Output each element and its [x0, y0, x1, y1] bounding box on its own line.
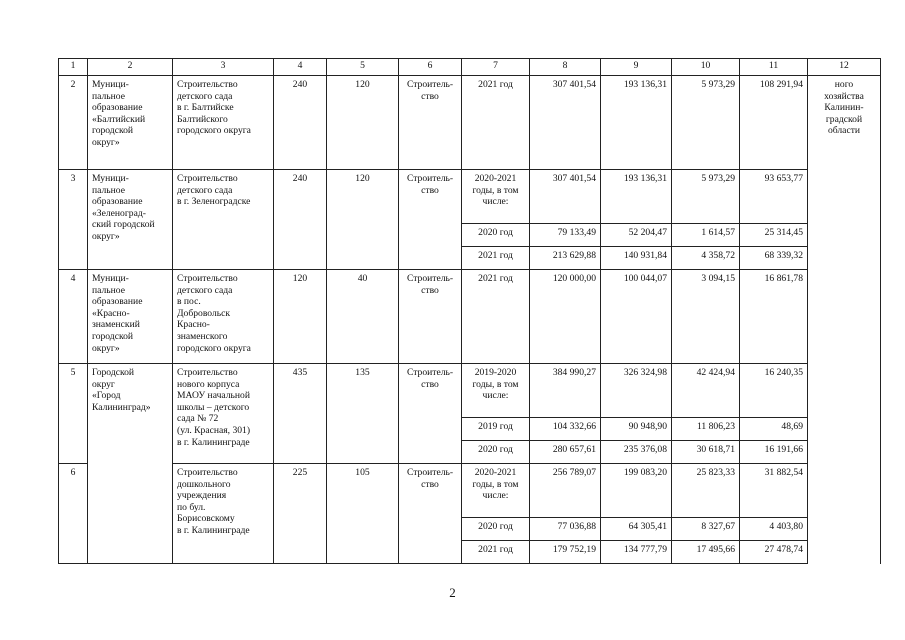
amount-total-cell: 79 133,49: [530, 224, 601, 247]
work-type-cell: Строитель- ство: [399, 270, 462, 364]
row-number: 3: [59, 170, 88, 270]
col12-cell: ного хозяйства Калинин- градской области: [808, 76, 881, 564]
object-cell: Строительство детского сада в г. Зеленоградске: [173, 170, 274, 270]
amount-local-cell: 25 314,45: [740, 224, 808, 247]
col5-cell: 135: [327, 364, 399, 464]
amount-regional-cell: 1 614,57: [672, 224, 740, 247]
period-cell: 2020 год: [462, 224, 530, 247]
header-cell: 6: [399, 59, 462, 76]
amount-regional-cell: 30 618,71: [672, 441, 740, 464]
amount-regional-cell: 5 973,29: [672, 170, 740, 224]
municipality-cell: Муници- пальное образование «Зеленоград- ский городской округ»: [88, 170, 173, 270]
header-cell: 9: [601, 59, 672, 76]
period-cell: 2021 год: [462, 247, 530, 270]
header-cell: 12: [808, 59, 881, 76]
municipality-cell: Муници- пальное образование «Балтийский городской округ»: [88, 76, 173, 170]
period-cell: 2019-2020 годы, в том числе:: [462, 364, 530, 418]
amount-regional-cell: 4 358,72: [672, 247, 740, 270]
amount-local-cell: 16 861,78: [740, 270, 808, 364]
capacity-cell: 225: [274, 464, 327, 564]
amount-local-cell: 16 191,66: [740, 441, 808, 464]
work-type-cell: Строитель- ство: [399, 464, 462, 564]
amount-total-cell: 256 789,07: [530, 464, 601, 518]
amount-local-cell: 31 882,54: [740, 464, 808, 518]
capacity-cell: 240: [274, 170, 327, 270]
amount-regional-cell: 5 973,29: [672, 76, 740, 170]
amount-federal-cell: 100 044,07: [601, 270, 672, 364]
amount-total-cell: 384 990,27: [530, 364, 601, 418]
work-type-cell: Строитель- ство: [399, 76, 462, 170]
header-cell: 2: [88, 59, 173, 76]
row-number: 5: [59, 364, 88, 464]
column-number-header: [59, 59, 881, 76]
budget-table: [58, 58, 881, 564]
col5-cell: 40: [327, 270, 399, 364]
table-row: [59, 76, 881, 170]
amount-federal-cell: 134 777,79: [601, 541, 672, 564]
header-cell: 10: [672, 59, 740, 76]
amount-regional-cell: 3 094,15: [672, 270, 740, 364]
object-cell: Строительство детского сада в пос. Добровольск Красно- знаменского городского округа: [173, 270, 274, 364]
period-cell: 2021 год: [462, 541, 530, 564]
row-number: 2: [59, 76, 88, 170]
header-cell: 8: [530, 59, 601, 76]
amount-regional-cell: 11 806,23: [672, 418, 740, 441]
header-cell: 3: [173, 59, 274, 76]
header-cell: 1: [59, 59, 88, 76]
work-type-cell: Строитель- ство: [399, 364, 462, 464]
amount-federal-cell: 90 948,90: [601, 418, 672, 441]
object-cell: Строительство детского сада в г. Балтийске Балтийского городского округа: [173, 76, 274, 170]
period-cell: 2020 год: [462, 518, 530, 541]
municipality-cell: Городской округ «Город Калининград»: [88, 364, 173, 564]
capacity-cell: 240: [274, 76, 327, 170]
amount-federal-cell: 140 931,84: [601, 247, 672, 270]
table-row: [59, 270, 881, 364]
amount-federal-cell: 64 305,41: [601, 518, 672, 541]
table-row: [59, 170, 881, 224]
amount-total-cell: 120 000,00: [530, 270, 601, 364]
period-cell: 2020-2021 годы, в том числе:: [462, 464, 530, 518]
object-cell: Строительство дошкольного учреждения по бул. Борисовскому в г. Калининграде: [173, 464, 274, 564]
municipality-cell: Муници- пальное образование «Красно- знаменский городской округ»: [88, 270, 173, 364]
amount-total-cell: 280 657,61: [530, 441, 601, 464]
table-row: [59, 364, 881, 418]
page-number: 2: [449, 585, 456, 600]
amount-total-cell: 104 332,66: [530, 418, 601, 441]
header-cell: 4: [274, 59, 327, 76]
amount-federal-cell: 52 204,47: [601, 224, 672, 247]
header-cell: 11: [740, 59, 808, 76]
period-cell: 2021 год: [462, 76, 530, 170]
amount-total-cell: 213 629,88: [530, 247, 601, 270]
capacity-cell: 435: [274, 364, 327, 464]
header-cell: 5: [327, 59, 399, 76]
amount-federal-cell: 235 376,08: [601, 441, 672, 464]
amount-local-cell: 4 403,80: [740, 518, 808, 541]
amount-local-cell: 48,69: [740, 418, 808, 441]
col5-cell: 105: [327, 464, 399, 564]
col5-cell: 120: [327, 76, 399, 170]
col5-cell: 120: [327, 170, 399, 270]
amount-local-cell: 27 478,74: [740, 541, 808, 564]
work-type-cell: Строитель- ство: [399, 170, 462, 270]
amount-local-cell: 108 291,94: [740, 76, 808, 170]
amount-total-cell: 179 752,19: [530, 541, 601, 564]
amount-federal-cell: 326 324,98: [601, 364, 672, 418]
period-cell: 2021 год: [462, 270, 530, 364]
row-number: 6: [59, 464, 88, 564]
amount-total-cell: 307 401,54: [530, 76, 601, 170]
amount-regional-cell: 17 495,66: [672, 541, 740, 564]
period-cell: 2019 год: [462, 418, 530, 441]
table-row: [59, 464, 881, 518]
amount-total-cell: 307 401,54: [530, 170, 601, 224]
period-cell: 2020 год: [462, 441, 530, 464]
row-number: 4: [59, 270, 88, 364]
amount-federal-cell: 193 136,31: [601, 170, 672, 224]
amount-local-cell: 16 240,35: [740, 364, 808, 418]
amount-regional-cell: 25 823,33: [672, 464, 740, 518]
object-cell: Строительство нового корпуса МАОУ начальной школы – детского сада № 72 (ул. Красная, 301) в г. Калининграде: [173, 364, 274, 464]
amount-regional-cell: 42 424,94: [672, 364, 740, 418]
amount-local-cell: 68 339,32: [740, 247, 808, 270]
amount-local-cell: 93 653,77: [740, 170, 808, 224]
header-cell: 7: [462, 59, 530, 76]
period-cell: 2020-2021 годы, в том числе:: [462, 170, 530, 224]
amount-federal-cell: 199 083,20: [601, 464, 672, 518]
amount-federal-cell: 193 136,31: [601, 76, 672, 170]
capacity-cell: 120: [274, 270, 327, 364]
amount-total-cell: 77 036,88: [530, 518, 601, 541]
amount-regional-cell: 8 327,67: [672, 518, 740, 541]
